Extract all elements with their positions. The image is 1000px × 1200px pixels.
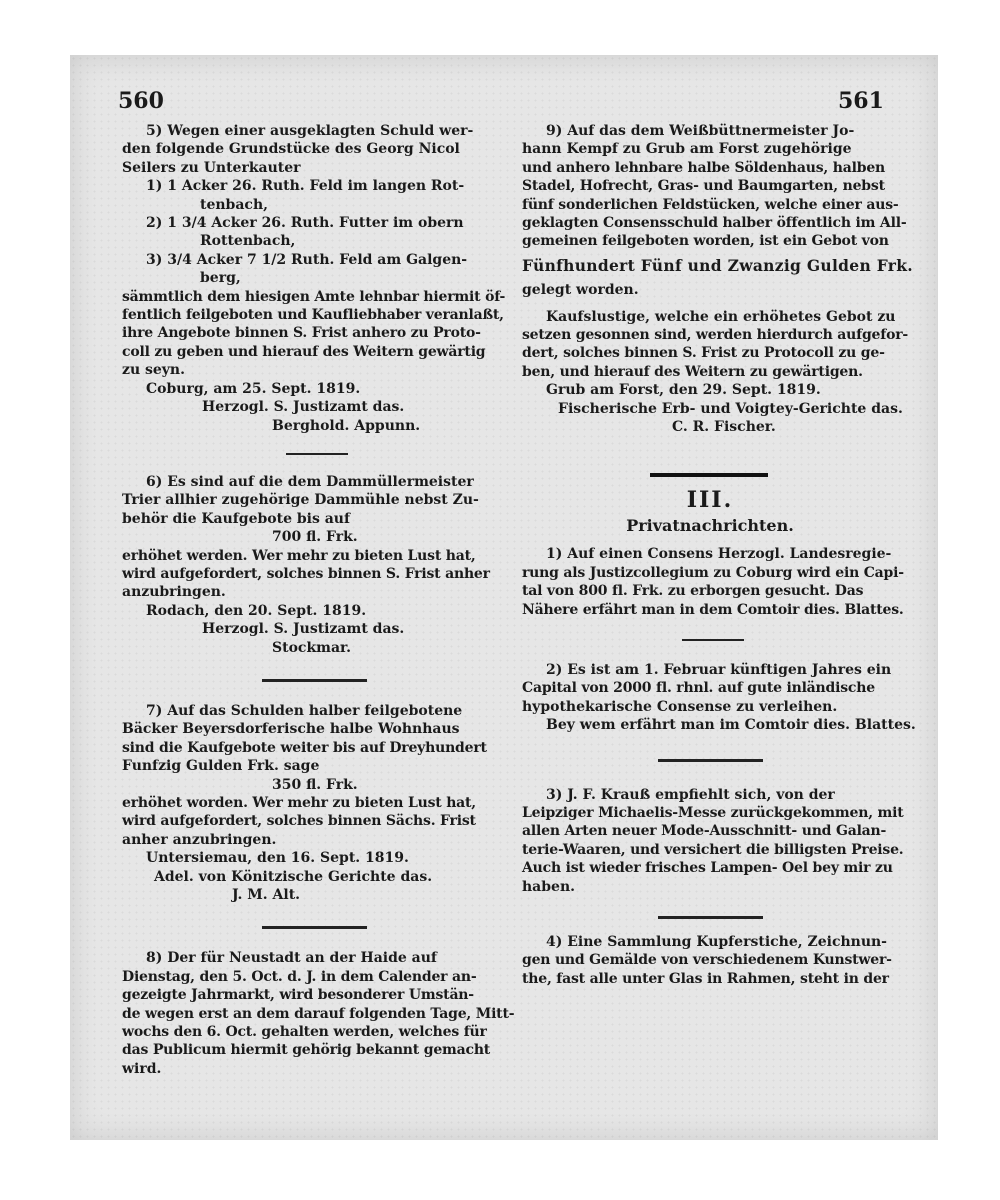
text-line: fünf sonderlichen Feldstücken, welche einer aus- — [522, 196, 899, 213]
right-column — [522, 122, 916, 988]
text-line: 2) Es ist am 1. Februar künftigen Jahres ein — [546, 661, 892, 678]
text-line: 3) J. F. Krauß empfiehlt sich, von der — [546, 786, 835, 803]
signature-line: Herzogl. S. Justizamt das. — [202, 621, 405, 638]
text-line: ben, und hierauf des Weitern zu gewärtigen. — [522, 363, 863, 380]
place-date: Coburg, am 25. Sept. 1819. — [146, 380, 361, 397]
text-line: wochs den 6. Oct. gehalten werden, welches für — [122, 1024, 487, 1041]
text-line: terie-Waaren, und versichert die billigsten Preise. — [522, 841, 904, 858]
text-line: the, fast alle unter Glas in Rahmen, steht in der — [522, 970, 889, 987]
text-line: 9) Auf das dem Weißbüttnermeister Jo- — [546, 123, 855, 139]
notice-5 — [122, 122, 506, 435]
separator-rule — [658, 759, 763, 762]
text-line: ihre Angebote binnen S. Frist anhero zu Proto- — [122, 325, 481, 342]
notice-9 — [522, 122, 913, 437]
text-line: 5) Wegen einer ausgeklagten Schuld wer- — [146, 123, 474, 139]
amount-line: 700 fl. Frk. — [272, 529, 358, 546]
amount-line: 350 fl. Frk. — [272, 776, 358, 793]
section-title: III. — [686, 486, 734, 513]
text-line: tenbach, — [200, 196, 268, 213]
page-number-left: 560 — [118, 88, 164, 114]
separator-rule — [286, 453, 348, 455]
place-date: Rodach, den 20. Sept. 1819. — [146, 602, 367, 619]
text-line: Seilers zu Unterkauter — [122, 159, 301, 176]
text-line: Auch ist wieder frisches Lampen- Oel bey mir zu — [522, 860, 893, 877]
text-line: de wegen erst an dem darauf folgenden Tage, Mitt- — [122, 1005, 515, 1022]
separator-rule — [262, 679, 367, 682]
signature-line: Adel. von Könitzische Gerichte das. — [154, 868, 433, 885]
text-line: wird aufgefordert, solches binnen S. Frist anher — [122, 565, 490, 582]
text-line: behör die Kaufgebote bis auf — [122, 510, 350, 527]
text-line: das Publicum hiermit gehörig bekannt gemacht — [122, 1042, 491, 1059]
notice-private-1 — [522, 545, 904, 619]
text-line: allen Arten neuer Mode-Ausschnitt- und Galan- — [522, 823, 887, 840]
text-line: 3) 3/4 Acker 7 1/2 Ruth. Feld am Galgen- — [146, 251, 468, 268]
text-line: rung als Justizcollegium zu Coburg wird ein Capi- — [522, 564, 904, 581]
text-line: Nähere erfährt man in dem Comtoir dies. Blattes. — [522, 601, 904, 618]
text-line: erhöhet werden. Wer mehr zu bieten Lust hat, — [122, 547, 476, 564]
signature-line: C. R. Fischer. — [672, 419, 776, 436]
signature-line: Stockmar. — [272, 639, 351, 656]
text-line: Kaufslustige, welche ein erhöhetes Gebot zu — [546, 308, 896, 325]
section-subtitle: Privatnachrichten. — [626, 515, 794, 535]
text-line: hypothekarische Consense zu verleihen. — [522, 698, 838, 715]
left-column — [122, 122, 515, 1078]
text-line: Bäcker Beyersdorferische halbe Wohnhaus — [122, 721, 460, 738]
text-line: sämmtlich dem hiesigen Amte lehnbar hiermit öf- — [122, 288, 506, 305]
text-line: gemeinen feilgeboten worden, ist ein Gebot von — [522, 233, 889, 250]
notice-8 — [122, 949, 515, 1078]
text-line: Capital von 2000 fl. rhnl. auf gute inländische — [522, 680, 875, 697]
separator-rule — [682, 639, 744, 641]
text-line: berg, — [200, 270, 241, 287]
text-line: 1) 1 Acker 26. Ruth. Feld im langen Rot- — [146, 178, 465, 195]
text-line: 1) Auf einen Consens Herzogl. Landesregie- — [546, 546, 892, 563]
signature-line: Berghold. Appunn. — [272, 417, 421, 434]
separator-rule — [658, 916, 763, 919]
notice-private-2 — [522, 661, 916, 735]
text-line: Leipziger Michaelis-Messe zurückgekommen, mit — [522, 804, 904, 821]
text-line: wird. — [122, 1060, 162, 1077]
text-line: 4) Eine Sammlung Kupferstiche, Zeichnun- — [546, 934, 887, 950]
text-line: gelegt worden. — [522, 282, 639, 299]
page-number-right: 561 — [838, 88, 884, 114]
text-line: gen und Gemälde von verschiedenem Kunstwer- — [522, 952, 892, 969]
place-date: Grub am Forst, den 29. Sept. 1819. — [546, 382, 821, 399]
text-line: den folgende Grundstücke des Georg Nicol — [122, 141, 460, 158]
signature-line: Herzogl. S. Justizamt das. — [202, 399, 405, 416]
text-line: 7) Auf das Schulden halber feilgebotene — [146, 702, 463, 719]
text-line: tal von 800 fl. Frk. zu erborgen gesucht. Das — [522, 583, 864, 600]
text-line: erhöhet worden. Wer mehr zu bieten Lust hat, — [122, 795, 476, 811]
text-line: setzen gesonnen sind, werden hierdurch aufgefor- — [522, 327, 909, 344]
text-line: haben. — [522, 878, 575, 895]
text-line: und anhero lehnbare halbe Söldenhaus, halben — [522, 159, 886, 176]
text-line: Stadel, Hofrecht, Gras- und Baumgarten, nebst — [522, 178, 885, 195]
text-line: anher anzubringen. — [122, 831, 277, 848]
place-date: Untersiemau, den 16. Sept. 1819. — [146, 850, 409, 867]
separator-rule — [262, 926, 367, 929]
text-line: anzubringen. — [122, 584, 226, 601]
notice-private-3 — [522, 786, 904, 896]
text-line: Rottenbach, — [200, 233, 296, 250]
section-rule — [650, 473, 768, 477]
text-line: Dienstag, den 5. Oct. d. J. in dem Calender an- — [122, 968, 477, 985]
text-line: 6) Es sind auf die dem Dammüllermeister — [146, 473, 474, 490]
amount-line: Fünfhundert Fünf und Zwanzig Gulden Frk. — [522, 255, 913, 275]
text-line: Bey wem erfährt man im Comtoir dies. Blattes. — [546, 717, 916, 734]
text-line: hann Kempf zu Grub am Forst zugehörige — [522, 141, 852, 158]
notice-private-4 — [522, 933, 898, 988]
text-line: zu seyn. — [122, 362, 185, 379]
text-line: Trier allhier zugehörige Dammühle nebst Zu- — [122, 492, 479, 509]
notice-7 — [122, 702, 500, 904]
text-line: dert, solches binnen S. Frist zu Protocoll zu ge- — [522, 345, 885, 362]
text-line: coll zu geben und hierauf des Weitern gewärtig — [122, 343, 486, 360]
text-line: sind die Kaufgebote weiter bis auf Dreyhundert — [122, 739, 487, 756]
text-line: fentlich feilgeboten und Kaufliebhaber veranlaßt, — [122, 307, 504, 324]
text-line: 2) 1 3/4 Acker 26. Ruth. Futter im obern — [146, 215, 464, 232]
signature-line: Fischerische Erb- und Voigtey-Gerichte das. — [558, 400, 903, 417]
text-line: wird aufgefordert, solches binnen Sächs. Frist — [122, 813, 476, 830]
signature-line: J. M. Alt. — [232, 887, 301, 904]
text-line: gezeigte Jahrmarkt, wird besonderer Umstän- — [122, 987, 474, 1004]
text-line: Funfzig Gulden Frk. sage — [122, 758, 320, 775]
notice-6 — [122, 473, 500, 657]
text-line: geklagten Consensschuld halber öffentlich im All- — [522, 215, 907, 232]
text-line: 8) Der für Neustadt an der Haide auf — [146, 950, 437, 967]
